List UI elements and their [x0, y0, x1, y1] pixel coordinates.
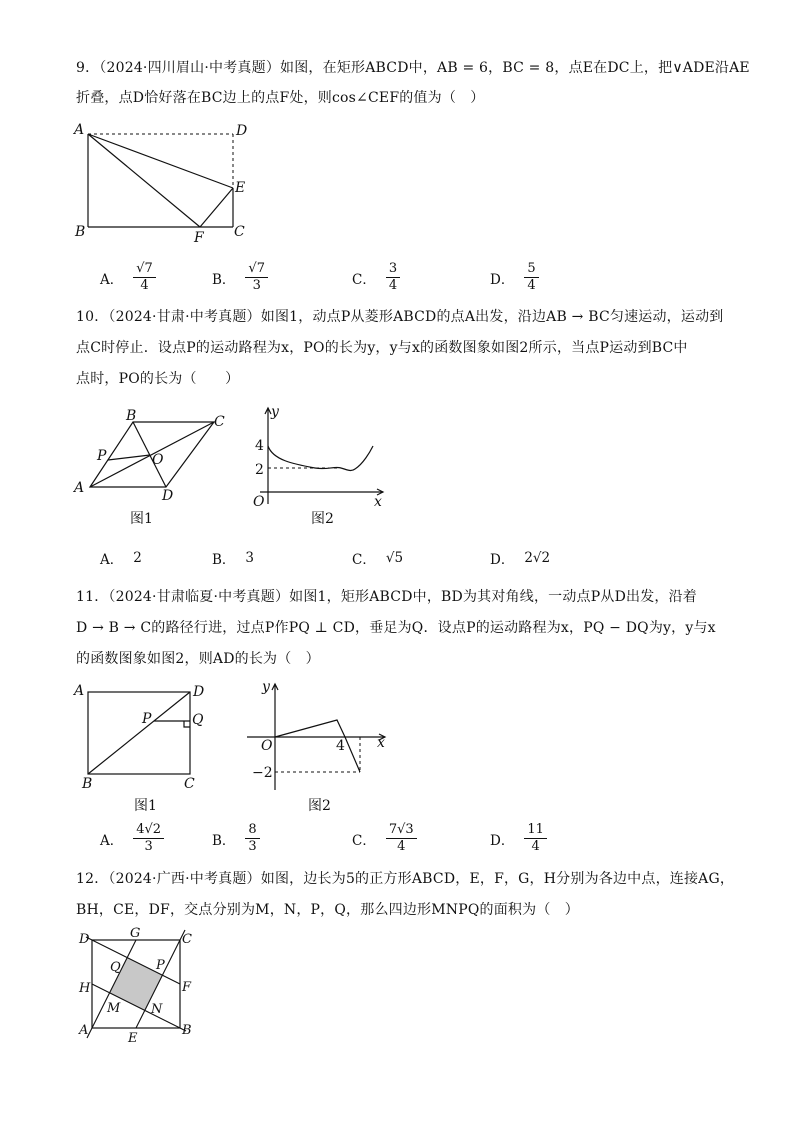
q9-options — [100, 261, 740, 301]
q12-label-h: H — [79, 981, 91, 996]
q10-option-b[interactable]: B． 3 — [212, 550, 255, 568]
q12-label-p: P — [156, 958, 165, 973]
q10-label-d: D — [162, 488, 174, 504]
q9-label-a: A — [74, 122, 85, 138]
q12-label-n: N — [151, 1002, 163, 1017]
q10-options — [100, 548, 740, 588]
q11-label-b: B — [82, 776, 93, 792]
q11-stem-line2: D → B → C的路径行进，过点P作PQ ⊥ CD，垂足为Q．设点P的运动路程为x，PQ − DQ为y，y与x — [76, 620, 716, 636]
q12-label-m: M — [107, 1001, 121, 1016]
q10-option-d[interactable]: D． 2√2 — [490, 550, 551, 568]
q10-label-o: O — [152, 452, 164, 468]
q11-option-c[interactable]: C． $\frac{7√3}{4}$ — [352, 822, 417, 855]
q10-option-c[interactable]: C． √5 — [352, 550, 404, 568]
q11-axis-y: y — [262, 679, 270, 695]
q10-axis-x: x — [374, 494, 382, 510]
q12-label-g: G — [130, 926, 141, 941]
q11-figure2-graph — [240, 678, 400, 818]
q10-caption-fig2: 图2 — [311, 511, 334, 527]
q12-label-e: E — [128, 1031, 138, 1046]
q10-axis-y: y — [271, 404, 279, 420]
q11-tick-minus2: −2 — [252, 765, 273, 781]
q11-options — [100, 822, 740, 862]
q11-caption-fig2: 图2 — [308, 798, 331, 814]
q11-label-a: A — [74, 683, 85, 699]
q12-label-b: B — [182, 1023, 192, 1038]
q10-label-a: A — [74, 480, 85, 496]
q10-origin: O — [253, 494, 265, 510]
q11-stem-line1: 11．（2024·甘肃临夏·中考真题）如图1，矩形ABCD中，BD为其对角线，一动点P从D出发，沿着 — [76, 589, 698, 605]
q10-stem-line1: 10．（2024·甘肃·中考真题）如图1，动点P从菱形ABCD的点A出发，沿边AB → BC匀速运动，运动到 — [76, 309, 724, 325]
q10-option-a[interactable]: A． 2 — [100, 550, 142, 568]
q11-option-a[interactable]: A． $\frac{4√2}{3}$ — [100, 822, 164, 855]
q10-figure2-graph — [245, 400, 395, 530]
q12-label-q: Q — [110, 960, 121, 975]
q9-label-e: E — [235, 180, 246, 196]
q11-origin: O — [261, 738, 273, 754]
q11-option-b[interactable]: B． $\frac{8}{3}$ — [212, 822, 260, 855]
q9-option-a[interactable]: A． $\frac{√7}{4}$ — [100, 261, 156, 294]
q10-stem-line3: 点时，PO的长为（ ） — [76, 371, 240, 387]
q10-label-b: B — [126, 408, 137, 424]
q12-figure-square — [70, 926, 210, 1046]
q12-stem-line1: 12．（2024·广西·中考真题）如图，边长为5的正方形ABCD，E，F，G，H分别为各边中点，连接AG， — [76, 871, 735, 887]
q9-stem-line1: 9．（2024·四川眉山·中考真题）如图，在矩形ABCD中，AB = 6，BC = 8，点E在DC上，把∨ADE沿AE — [76, 60, 750, 76]
q9-option-c[interactable]: C． $\frac{3}{4}$ — [352, 261, 400, 294]
q12-label-c: C — [182, 932, 192, 947]
q11-figure1-rectangle — [70, 678, 220, 818]
q11-label-q: Q — [192, 712, 204, 728]
q11-label-c: C — [184, 776, 195, 792]
q11-tick-4: 4 — [336, 738, 345, 754]
q9-option-b[interactable]: B． $\frac{√7}{3}$ — [212, 261, 268, 294]
q10-tick-4: 4 — [255, 438, 264, 454]
q10-caption-fig1: 图1 — [130, 511, 153, 527]
q9-figure — [70, 118, 260, 246]
q9-option-d[interactable]: D． $\frac{5}{4}$ — [490, 261, 539, 294]
q12-label-a: A — [79, 1023, 89, 1038]
q10-figure1-rhombus — [70, 400, 245, 530]
q9-label-d: D — [236, 123, 248, 139]
q10-tick-2: 2 — [255, 462, 264, 478]
q11-stem-line3: 的函数图象如图2，则AD的长为（ ） — [76, 651, 320, 667]
q12-label-d: D — [79, 932, 90, 947]
q11-axis-x: x — [377, 735, 385, 751]
q11-option-d[interactable]: D． $\frac{11}{4}$ — [490, 822, 547, 855]
q12-stem-line2: BH，CE，DF，交点分别为M，N，P，Q，那么四边形MNPQ的面积为（ ） — [76, 902, 579, 918]
q9-label-c: C — [234, 224, 245, 240]
q10-stem-line2: 点C时停止．设点P的运动路程为x，PO的长为y，y与x的函数图象如图2所示，当点P运动到BC中 — [76, 340, 688, 356]
q9-label-f: F — [194, 230, 204, 246]
q11-label-p: P — [142, 711, 152, 727]
q11-label-d: D — [193, 684, 205, 700]
q12-label-f: F — [182, 980, 192, 995]
q9-stem-line2: 折叠，点D恰好落在BC边上的点F处，则cos∠CEF的值为（ ） — [76, 90, 485, 106]
q9-label-b: B — [75, 224, 86, 240]
q11-caption-fig1: 图1 — [134, 798, 157, 814]
q10-label-c: C — [214, 414, 225, 430]
q10-label-p: P — [97, 448, 107, 464]
